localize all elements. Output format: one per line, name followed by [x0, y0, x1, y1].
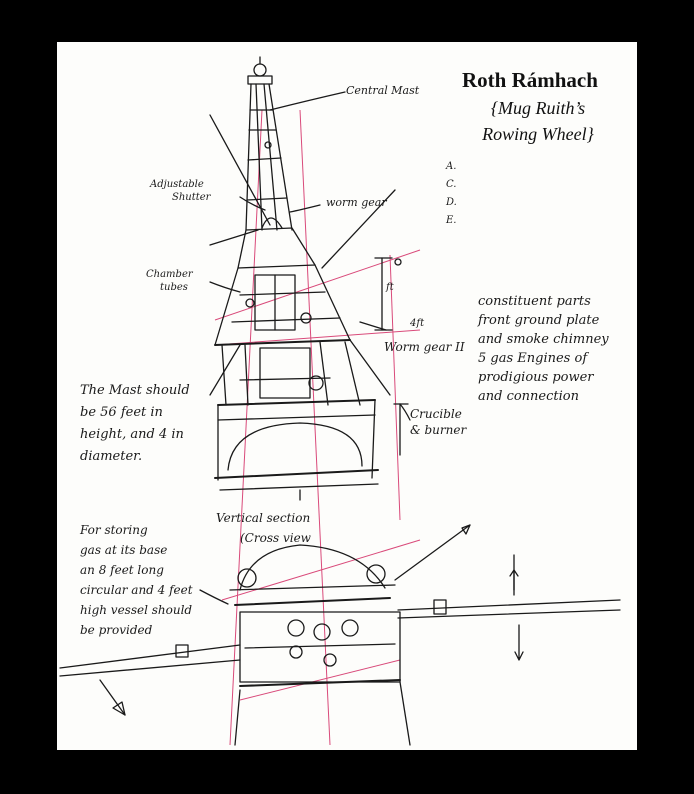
- crucible-line-2: & burner: [410, 423, 467, 437]
- label-chamber-tubes: [146, 268, 193, 294]
- note-constituent-parts: [478, 292, 609, 406]
- storing-line-1: For storing: [80, 523, 148, 537]
- mast-line-2: be 56 feet in: [80, 405, 163, 420]
- label-crucible-burner: [410, 406, 466, 438]
- mast-line-4: diameter.: [80, 449, 143, 464]
- page-title: Roth Rámhach: [462, 68, 598, 92]
- constituent-line-1: constituent parts: [478, 294, 591, 309]
- mast-finial: [248, 57, 272, 84]
- chamber-tubes-line-2: tubes: [160, 282, 188, 293]
- storing-line-6: be provided: [80, 623, 153, 637]
- label-worm-gear: worm gear: [326, 196, 387, 209]
- label-adjustable-shutter: [150, 178, 210, 204]
- constituent-line-5: prodigious power: [478, 370, 594, 385]
- list-letters: [446, 158, 457, 230]
- subtitle-line-1: {Mug Ruith’s: [490, 98, 586, 118]
- vertical-line-2: (Cross view: [240, 531, 311, 545]
- list-item-a: A.: [446, 161, 457, 172]
- tower-body: [215, 228, 378, 500]
- mast-line-3: height, and 4 in: [80, 427, 184, 442]
- label-dimension-4ft: 4ft: [410, 318, 425, 329]
- vertical-line-1: Vertical section: [216, 511, 311, 525]
- label-worm-gear-2: Worm gear II: [384, 340, 465, 354]
- label-central-mast: Central Mast: [346, 84, 420, 97]
- page-subtitle: [458, 95, 618, 147]
- storing-line-4: circular and 4 feet: [80, 583, 193, 597]
- note-mast-size: [80, 380, 190, 468]
- list-item-e: E.: [446, 215, 457, 226]
- subtitle-line-2: Rowing Wheel}: [482, 124, 594, 144]
- chamber-tubes-line-1: Chamber: [146, 269, 193, 280]
- constituent-line-6: and connection: [478, 389, 579, 404]
- label-vertical-section: [216, 508, 311, 548]
- adjustable-shutter-line-1: Adjustable: [150, 179, 204, 190]
- crucible-line-1: Crucible: [410, 407, 462, 421]
- list-item-d: D.: [446, 197, 457, 208]
- list-item-c: C.: [446, 179, 457, 190]
- storing-line-3: an 8 feet long: [80, 563, 164, 577]
- storing-line-5: high vessel should: [80, 603, 193, 617]
- note-gas-storage: [80, 520, 193, 640]
- constituent-line-4: 5 gas Engines of: [478, 351, 588, 366]
- storing-line-2: gas at its base: [80, 543, 168, 557]
- mast-line-1: The Mast should: [80, 383, 190, 398]
- label-dimension-ft: ft: [386, 282, 394, 293]
- adjustable-shutter-line-2: Shutter: [172, 192, 211, 203]
- constituent-line-3: and smoke chimney: [478, 332, 609, 347]
- constituent-line-2: front ground plate: [478, 313, 600, 328]
